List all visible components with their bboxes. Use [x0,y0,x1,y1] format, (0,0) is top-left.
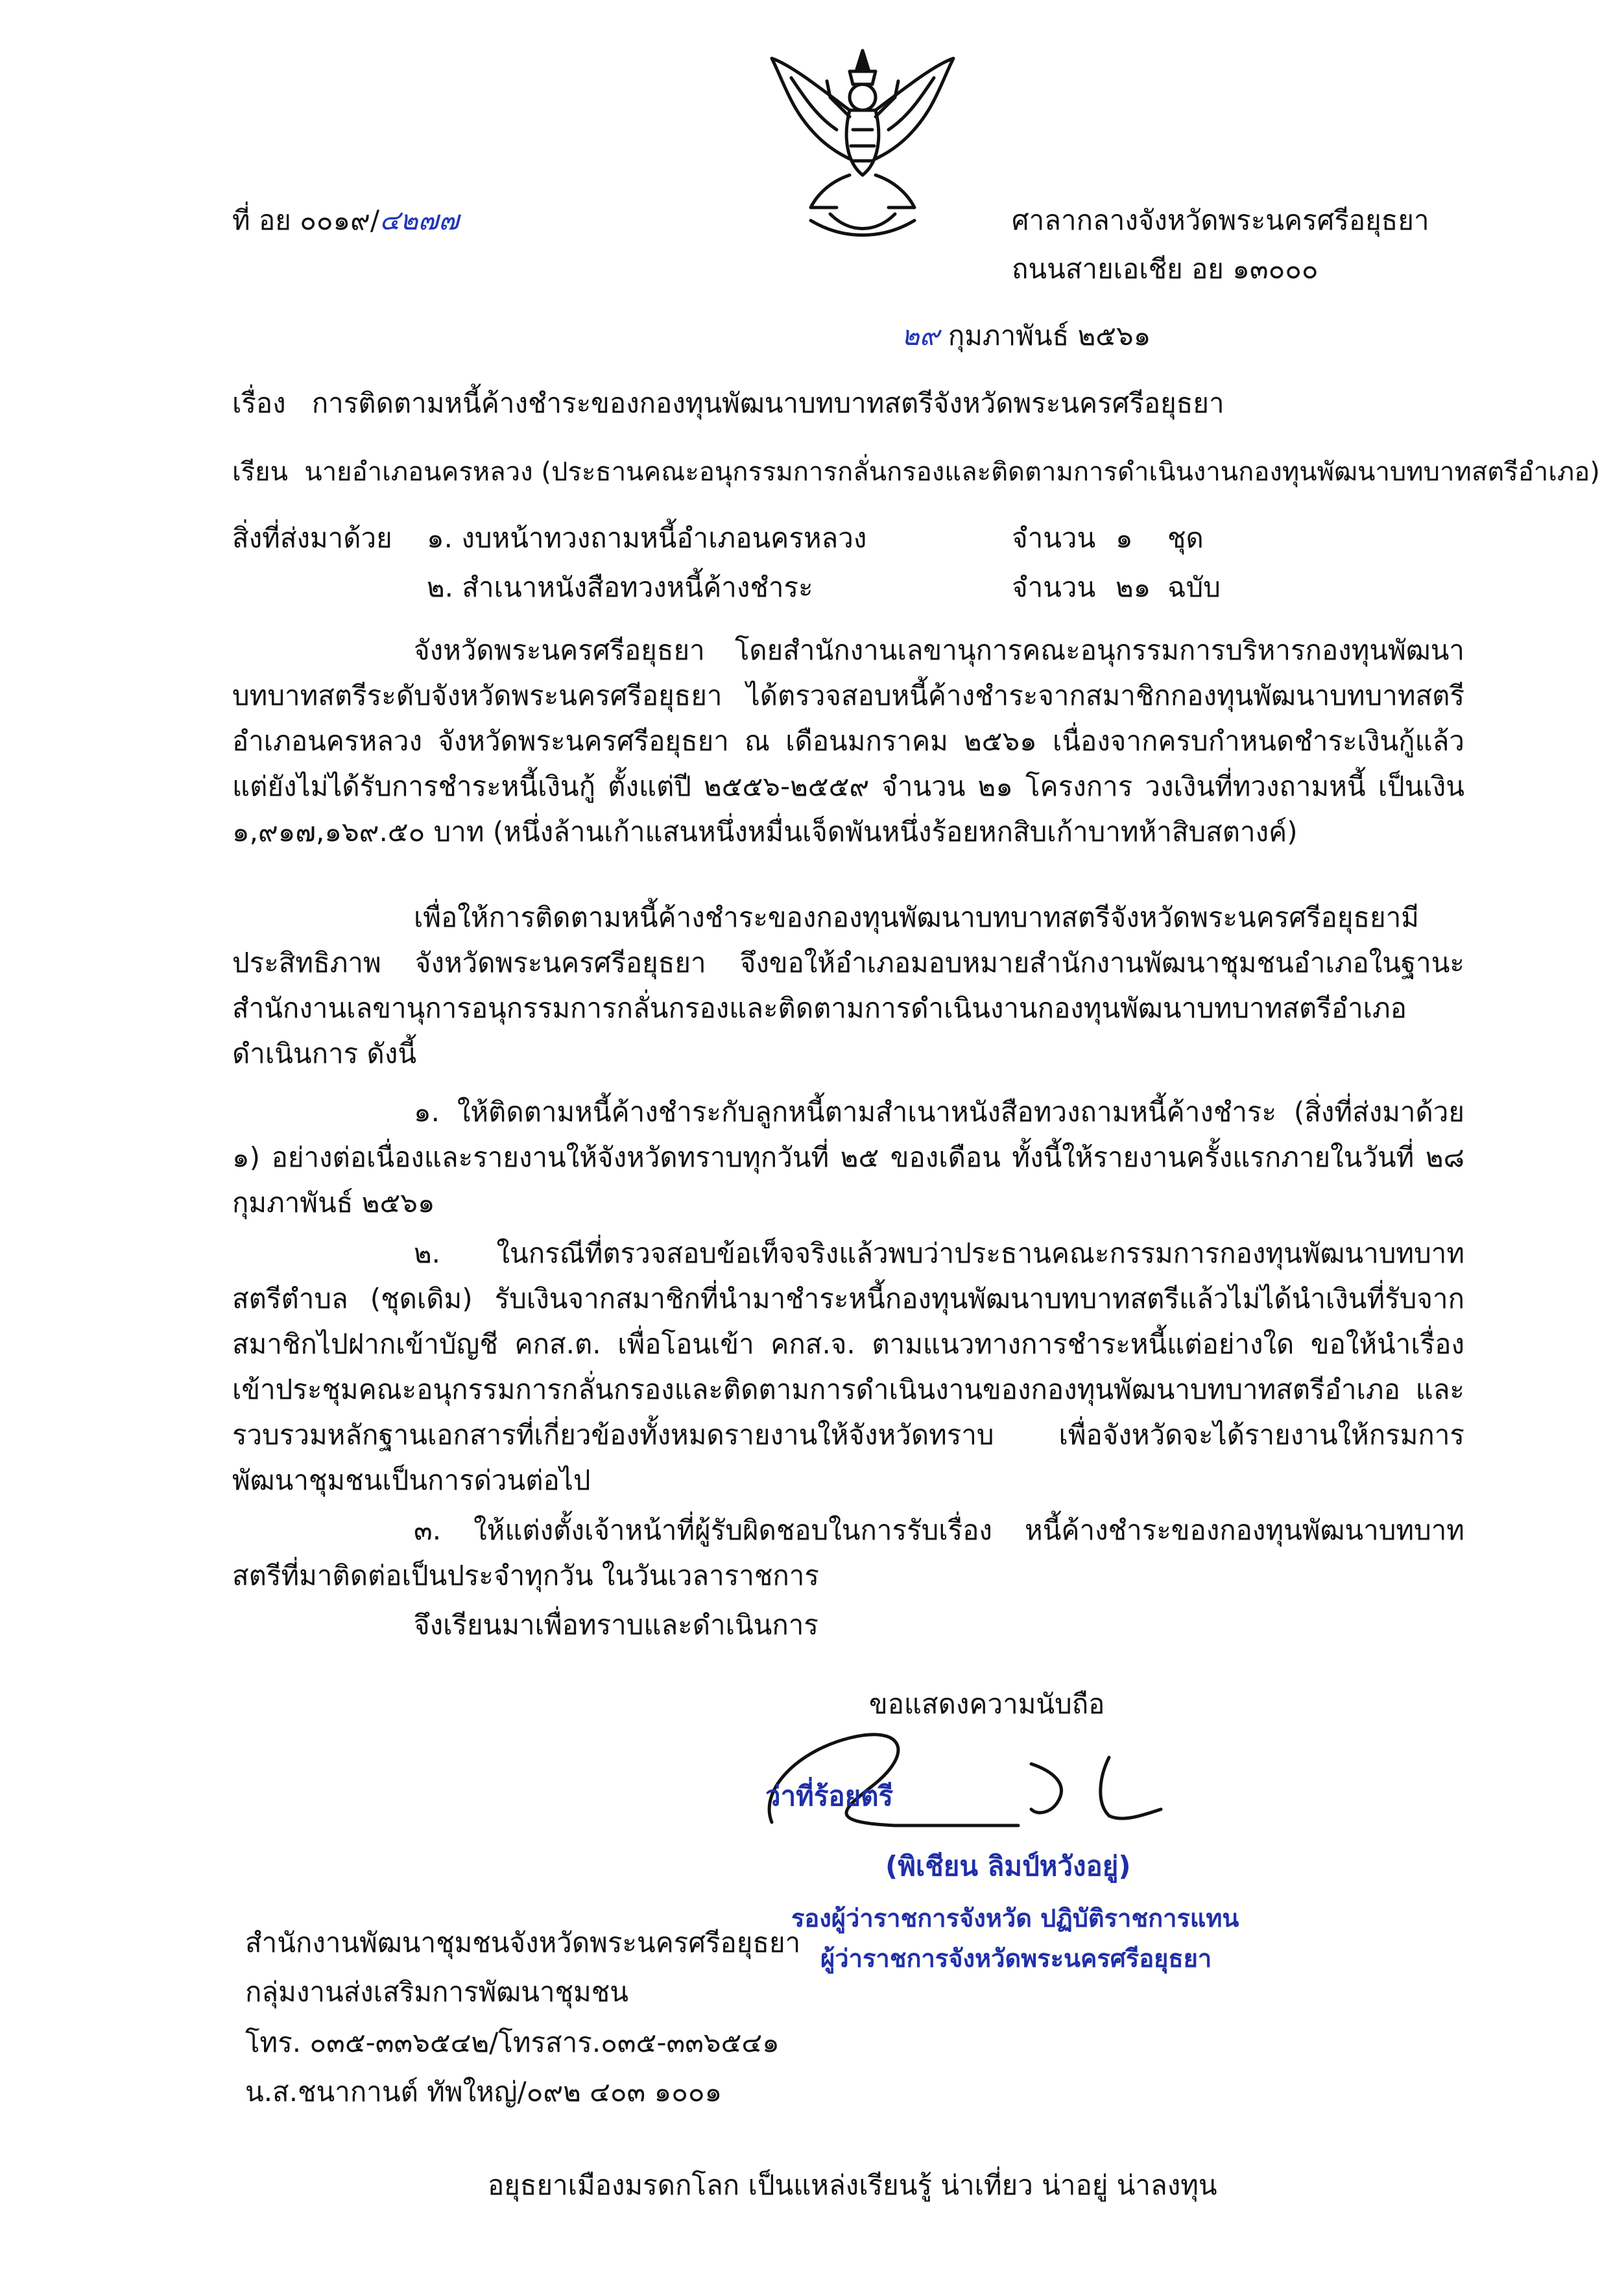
signatory-name: (พิเชียน ลิมป์หวังอยู่) [885,1850,1131,1882]
date-day-handwritten: ๒๙ [902,320,940,351]
recipient-line [232,453,1600,492]
subject-text: การติดตามหนี้ค้างชำระของกองทุนพัฒนาบทบาทสตรีจังหวัดพระนครศรีอยุธยา [311,387,1224,419]
enclosures-label: สิ่งที่ส่งมาด้วย [232,522,392,554]
reference-handwritten: ๔๒๗๗ [379,204,459,236]
enclosure-qty-1: ๑ [1116,522,1133,554]
enclosure-unit-2: ฉบับ [1167,571,1221,603]
enclosure-qty-label-1: จำนวน [1012,522,1096,554]
footer-group: กลุ่มงานส่งเสริมการพัฒนาชุมชน [245,1976,628,2008]
enclosure-qty-label-2: จำนวน [1012,571,1096,603]
recipient-text: นายอำเภอนครหลวง (ประธานคณะอนุกรรมการกลั่นกรองและติดตามการดำเนินงานกองทุนพัฒนาบทบาทสตรีอำเภอ) [304,457,1600,487]
document-date [902,316,1151,355]
footer-department: สำนักงานพัฒนาชุมชนจังหวัดพระนครศรีอยุธยา [245,1927,801,1958]
salutation: ขอแสดงความนับถือ [869,1688,1105,1720]
signatory-position-2: ผู้ว่าราชการจังหวัดพระนครศรีอยุธยา [820,1944,1212,1973]
body-item-2: ๒. ในกรณีที่ตรวจสอบข้อเท็จจริงแล้วพบว่าประธานคณะกรรมการกองทุนพัฒนาบทบาทสตรีตำบล (ชุดเดิม) รับเงินจากสมาชิกที่นำมาชำระหนี้กองทุนพัฒนาบทบาทสตรีแล้วไม่ได้นำเงินที่รับจากสมาชิกไปฝากเข้าบัญชี คกส.ต. เพื่อโอนเข้า คกส.จ. ตามแนวทางการชำระหนี้แต่อย่างใด ขอให้นำเรื่องเข้าประชุมคณะอนุกรรมการกลั่นกรองและติดตามการดำเนินงานของกองทุนพัฒนาบทบาทสตรีอำเภอ และรวบรวมหลักฐานเอกสารที่เกี่ยวข้องทั้งหมดรายงานให้จังหวัดทราบ เพื่อจังหวัดจะได้รายงานให้กรมการพัฒนาชุมชนเป็นการด่วนต่อไป [232,1237,1464,1496]
recipient-label: เรียน [232,457,288,487]
closing-line: จึงเรียนมาเพื่อทราบและดำเนินการ [414,1609,818,1641]
enclosure-qty-2: ๒๑ [1116,571,1151,603]
office-address: ถนนสายเอเชีย อย ๑๓๐๐๐ [1012,253,1319,285]
footer-phone: โทร. ๐๓๕-๓๓๖๕๔๒/โทรสาร.๐๓๕-๓๓๖๕๔๑ [245,2027,780,2058]
enclosure-item-2: ๒. สำเนาหนังสือทวงหนี้ค้างชำระ [427,571,813,603]
subject-line [232,384,1224,423]
enclosure-unit-1: ชุด [1167,522,1204,554]
date-month-year: กุมภาพันธ์ ๒๕๖๑ [948,320,1151,351]
footer-contact: น.ส.ชนากานต์ ทัพใหญ่/๐๙๒ ๔๐๓ ๑๐๐๑ [245,2076,722,2108]
reference-prefix: ที่ อย ๐๐๑๙/ [232,204,380,236]
acting-stamp: ว่าที่ร้อยตรี [765,1780,894,1812]
enclosure-item-1: ๑. งบหน้าทวงถามหนี้อำเภอนครหลวง [427,522,867,554]
body-item-3: ๓. ให้แต่งตั้งเจ้าหน้าที่ผู้รับผิดชอบในการรับเรื่อง หนี้ค้างชำระของกองทุนพัฒนาบทบาทสตรีที่มาติดต่อเป็นประจำทุกวัน ในวันเวลาราชการ [232,1514,1464,1591]
footer-slogan: อยุธยาเมืองมรดกโลก เป็นแหล่งเรียนรู้ น่าเที่ยว น่าอยู่ น่าลงทุน [488,2169,1217,2201]
body-item-1: ๑. ให้ติดตามหนี้ค้างชำระกับลูกหนี้ตามสำเนาหนังสือทวงถามหนี้ค้างชำระ (สิ่งที่ส่งมาด้วย ๑) อย่างต่อเนื่องและรายงานให้จังหวัดทราบทุกวันที่ ๒๕ ของเดือน ทั้งนี้ให้รายงานครั้งแรกภายในวันที่ ๒๘ กุมภาพันธ์ ๒๕๖๑ [232,1096,1464,1219]
office-name: ศาลากลางจังหวัดพระนครศรีอยุธยา [1012,204,1429,236]
garuda-emblem [752,45,973,240]
reference-number [232,201,459,240]
signatory-position-1: รองผู้ว่าราชการจังหวัด ปฏิบัติราชการแทน [791,1904,1239,1932]
body-paragraph-2: เพื่อให้การติดตามหนี้ค้างชำระของกองทุนพัฒนาบทบาทสตรีจังหวัดพระนครศรีอยุธยามีประสิทธิภาพ จังหวัดพระนครศรีอยุธยา จึงขอให้อำเภอมอบหมายสำนักงานพัฒนาชุมชนอำเภอในฐานะสำนักงานเลขานุการอนุกรรมการกลั่นกรองและติดตามการดำเนินงานกองทุนพัฒนาบทบาทสตรีอำเภอดำเนินการ ดังนี้ [232,901,1464,1069]
body-paragraph-1: จังหวัดพระนครศรีอยุธยา โดยสำนักงานเลขานุการคณะอนุกรรมการบริหารกองทุนพัฒนาบทบาทสตรีระดับจังหวัดพระนครศรีอยุธยา ได้ตรวจสอบหนี้ค้างชำระจากสมาชิกกองทุนพัฒนาบทบาทสตรีอำเภอนครหลวง จังหวัดพระนครศรีอยุธยา ณ เดือนมกราคม ๒๕๖๑ เนื่องจากครบกำหนดชำระเงินกู้แล้วแต่ยังไม่ได้รับการชำระหนี้เงินกู้ ตั้งแต่ปี ๒๕๕๖-๒๕๕๙ จำนวน ๒๑ โครงการ วงเงินที่ทวงถามหนี้ เป็นเงิน ๑,๙๑๗,๑๖๙.๕๐ บาท (หนึ่งล้านเก้าแสนหนึ่งหมื่นเจ็ดพันหนึ่งร้อยหกสิบเก้าบาทห้าสิบสตางค์) [232,634,1464,848]
subject-label: เรื่อง [232,387,286,419]
